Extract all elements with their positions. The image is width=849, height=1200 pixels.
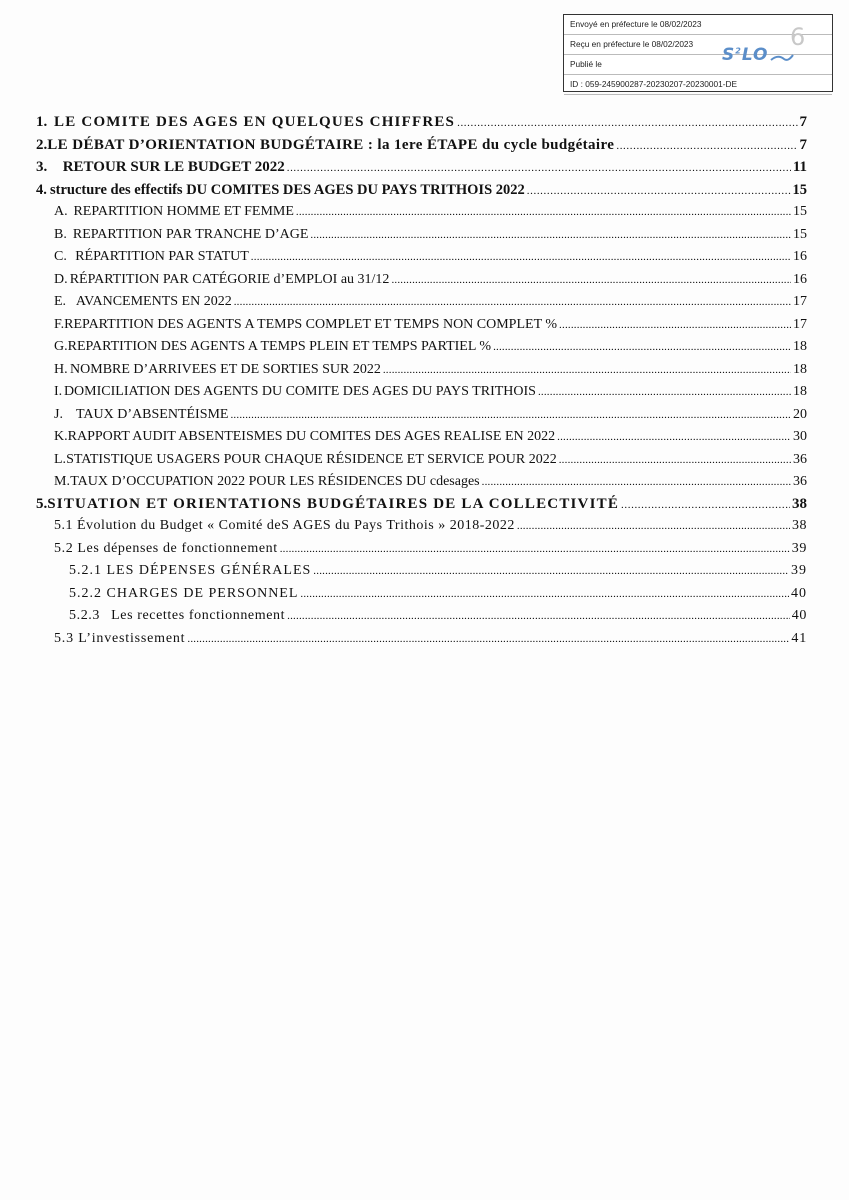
toc-title: REPARTITION PAR TRANCHE D’AGE (72, 227, 309, 242)
toc-entry-4j[interactable] (54, 407, 807, 423)
toc-leader (493, 341, 791, 353)
toc-page: 17 (793, 317, 807, 332)
toc-title: RETOUR SUR LE BUDGET 2022 (62, 159, 285, 175)
toc-entry-4i[interactable] (54, 384, 807, 400)
toc-title: Les recettes fonctionnement (111, 608, 286, 623)
toc-title: TAUX D’ABSENTÉISME (76, 407, 229, 422)
toc-entry-4b[interactable] (54, 227, 807, 243)
toc-entry-4a[interactable] (54, 204, 807, 220)
toc-leader (287, 610, 790, 622)
toc-leader (234, 296, 791, 308)
toc-title: RÉPARTITION PAR STATUT (75, 249, 249, 264)
toc-leader (287, 162, 791, 174)
toc-number: K. (54, 429, 68, 444)
stamp-sent-line: Envoyé en préfecture le 08/02/2023 (564, 15, 832, 35)
toc-leader (517, 520, 790, 532)
toc-title: 5.1 Évolution du Budget « Comité deS AGES du Pays Trithois » 2018-2022 (54, 518, 515, 533)
toc-entry-5-2-3[interactable] (69, 608, 807, 624)
toc-leader (559, 454, 791, 466)
toc-page: 38 (792, 518, 807, 533)
toc-title: 5.2.2 CHARGES DE PERSONNEL (69, 586, 299, 601)
toc-title: 5.3 L’investissement (54, 631, 186, 646)
toc-title: LE DÉBAT D’ORIENTATION BUDGÉTAIRE : la 1ere ÉTAPE du cycle budgétaire (47, 137, 615, 153)
s2lo-logo: $S^2LO$ (722, 45, 769, 65)
toc-page: 17 (793, 294, 807, 309)
toc-leader (538, 386, 791, 398)
toc-number: H. (54, 362, 68, 377)
toc-title: REPARTITION DES AGENTS A TEMPS PLEIN ET TEMPS PARTIEL % (67, 339, 492, 354)
toc-title: STATISTIQUE USAGERS POUR CHAQUE RÉSIDENCE ET SERVICE POUR 2022 (66, 452, 557, 467)
toc-entry-4e[interactable] (54, 294, 807, 310)
toc-leader (616, 140, 797, 152)
toc-number: G. (54, 339, 68, 354)
toc-number: E. (54, 294, 67, 309)
toc-leader (621, 499, 790, 511)
toc-entry-5-2-2[interactable] (69, 586, 807, 602)
toc-page: 40 (791, 586, 807, 601)
toc-leader (527, 185, 791, 197)
toc-page: 36 (793, 474, 807, 489)
toc-page: 36 (793, 452, 807, 467)
toc-title: NOMBRE D’ARRIVEES ET DE SORTIES SUR 2022 (70, 362, 381, 377)
toc-leader (559, 319, 791, 331)
toc-number: C. (54, 249, 67, 264)
toc-title: structure des effectifs DU COMITES DES AGES DU PAYS TRITHOIS 2022 (49, 182, 525, 198)
toc-page: 30 (793, 429, 807, 444)
toc-number: L. (54, 452, 67, 467)
toc-entry-4[interactable] (36, 182, 807, 199)
toc-entry-5[interactable] (36, 496, 807, 513)
toc-title: REPARTITION DES AGENTS A TEMPS COMPLET ET TEMPS NON COMPLET % (64, 317, 558, 332)
toc-entry-5-1[interactable] (54, 518, 807, 534)
toc-leader (300, 588, 789, 600)
toc-number: 4. (36, 182, 47, 198)
prefecture-stamp (563, 14, 833, 92)
toc-page: 18 (793, 384, 807, 399)
toc-page: 16 (793, 272, 807, 287)
toc-page: 38 (792, 496, 807, 512)
toc-leader (251, 251, 791, 263)
toc-page: 11 (792, 159, 807, 175)
toc-title: 5.2.1 LES DÉPENSES GÉNÉRALES (69, 563, 312, 578)
toc-entry-5-3[interactable] (54, 631, 807, 647)
toc-number: J. (54, 407, 63, 422)
toc-number: 5. (36, 496, 48, 512)
toc-number: D. (54, 272, 68, 287)
toc-entry-4f[interactable] (54, 317, 807, 333)
toc-leader (391, 274, 791, 286)
toc-page: 20 (793, 407, 807, 422)
toc-leader (187, 633, 789, 645)
toc-leader (457, 117, 797, 129)
toc-leader (313, 565, 789, 577)
toc-entry-4d[interactable] (54, 272, 807, 288)
toc-page: 7 (799, 114, 807, 130)
toc-leader (482, 476, 791, 488)
toc-title: REPARTITION HOMME ET FEMME (73, 204, 294, 219)
toc-number: I. (54, 384, 63, 399)
toc-leader (230, 409, 791, 421)
toc-entry-3[interactable] (36, 159, 807, 176)
toc-number: B. (54, 227, 67, 242)
s2lo-swoosh-icon (770, 53, 794, 63)
toc-page: 39 (791, 563, 807, 578)
toc-page: 39 (791, 541, 807, 556)
toc-entry-1[interactable] (36, 114, 807, 131)
toc-number: A. (54, 204, 68, 219)
toc-number: 5.2.3 (69, 608, 100, 623)
toc-page: 15 (792, 182, 807, 198)
toc-title: TAUX D’OCCUPATION 2022 POUR LES RÉSIDENCES DU cdesages (70, 474, 480, 489)
toc-page: 18 (793, 362, 807, 377)
toc-entry-5-2[interactable] (54, 541, 807, 557)
toc-page: 15 (793, 227, 807, 242)
toc-entry-4k[interactable] (54, 429, 807, 445)
toc-leader (557, 431, 791, 443)
stamp-page-number: 6 (790, 23, 806, 51)
toc-number: 2. (36, 137, 48, 153)
toc-number: M. (54, 474, 70, 489)
toc-page: 15 (793, 204, 807, 219)
toc-title: RÉPARTITION PAR CATÉGORIE d’EMPLOI au 31/12 (69, 272, 390, 287)
toc-page: 16 (793, 249, 807, 264)
toc-entry-5-2-1[interactable] (69, 563, 807, 579)
toc-title: DOMICILIATION DES AGENTS DU COMITE DES AGES DU PAYS TRITHOIS (63, 384, 536, 399)
stamp-published-line: Publié le (564, 55, 832, 75)
toc-number: F. (54, 317, 65, 332)
stamp-id-line: ID : 059-245900287-20230207-20230001-DE (564, 75, 832, 95)
toc-entry-4l[interactable] (54, 452, 807, 468)
toc-title: AVANCEMENTS EN 2022 (75, 294, 232, 309)
toc-page: 40 (791, 608, 807, 623)
toc-entry-4c[interactable] (54, 249, 807, 265)
toc-number: 1. (36, 114, 48, 130)
toc-entry-4m[interactable] (54, 474, 807, 490)
toc-page: 18 (793, 339, 807, 354)
toc-leader (280, 543, 790, 555)
toc-leader (296, 206, 791, 218)
toc-page: 7 (799, 137, 807, 153)
stamp-received-line: Reçu en préfecture le 08/02/2023 (564, 35, 832, 55)
toc-title: RAPPORT AUDIT ABSENTEISMES DU COMITES DES AGES REALISE EN 2022 (67, 429, 556, 444)
toc-title: 5.2 Les dépenses de fonctionnement (54, 541, 278, 556)
toc-page: 41 (791, 631, 807, 646)
toc-leader (383, 364, 791, 376)
toc-entry-2[interactable] (36, 137, 807, 154)
toc-leader (310, 229, 791, 241)
toc-title: SITUATION ET ORIENTATIONS BUDGÉTAIRES DE LA COLLECTIVITÉ (47, 496, 620, 512)
toc-entry-4h[interactable] (54, 362, 807, 378)
toc-entry-4g[interactable] (54, 339, 807, 355)
toc-title: LE COMITE DES AGES EN QUELQUES CHIFFRES (54, 114, 456, 130)
toc-number: 3. (36, 159, 48, 175)
